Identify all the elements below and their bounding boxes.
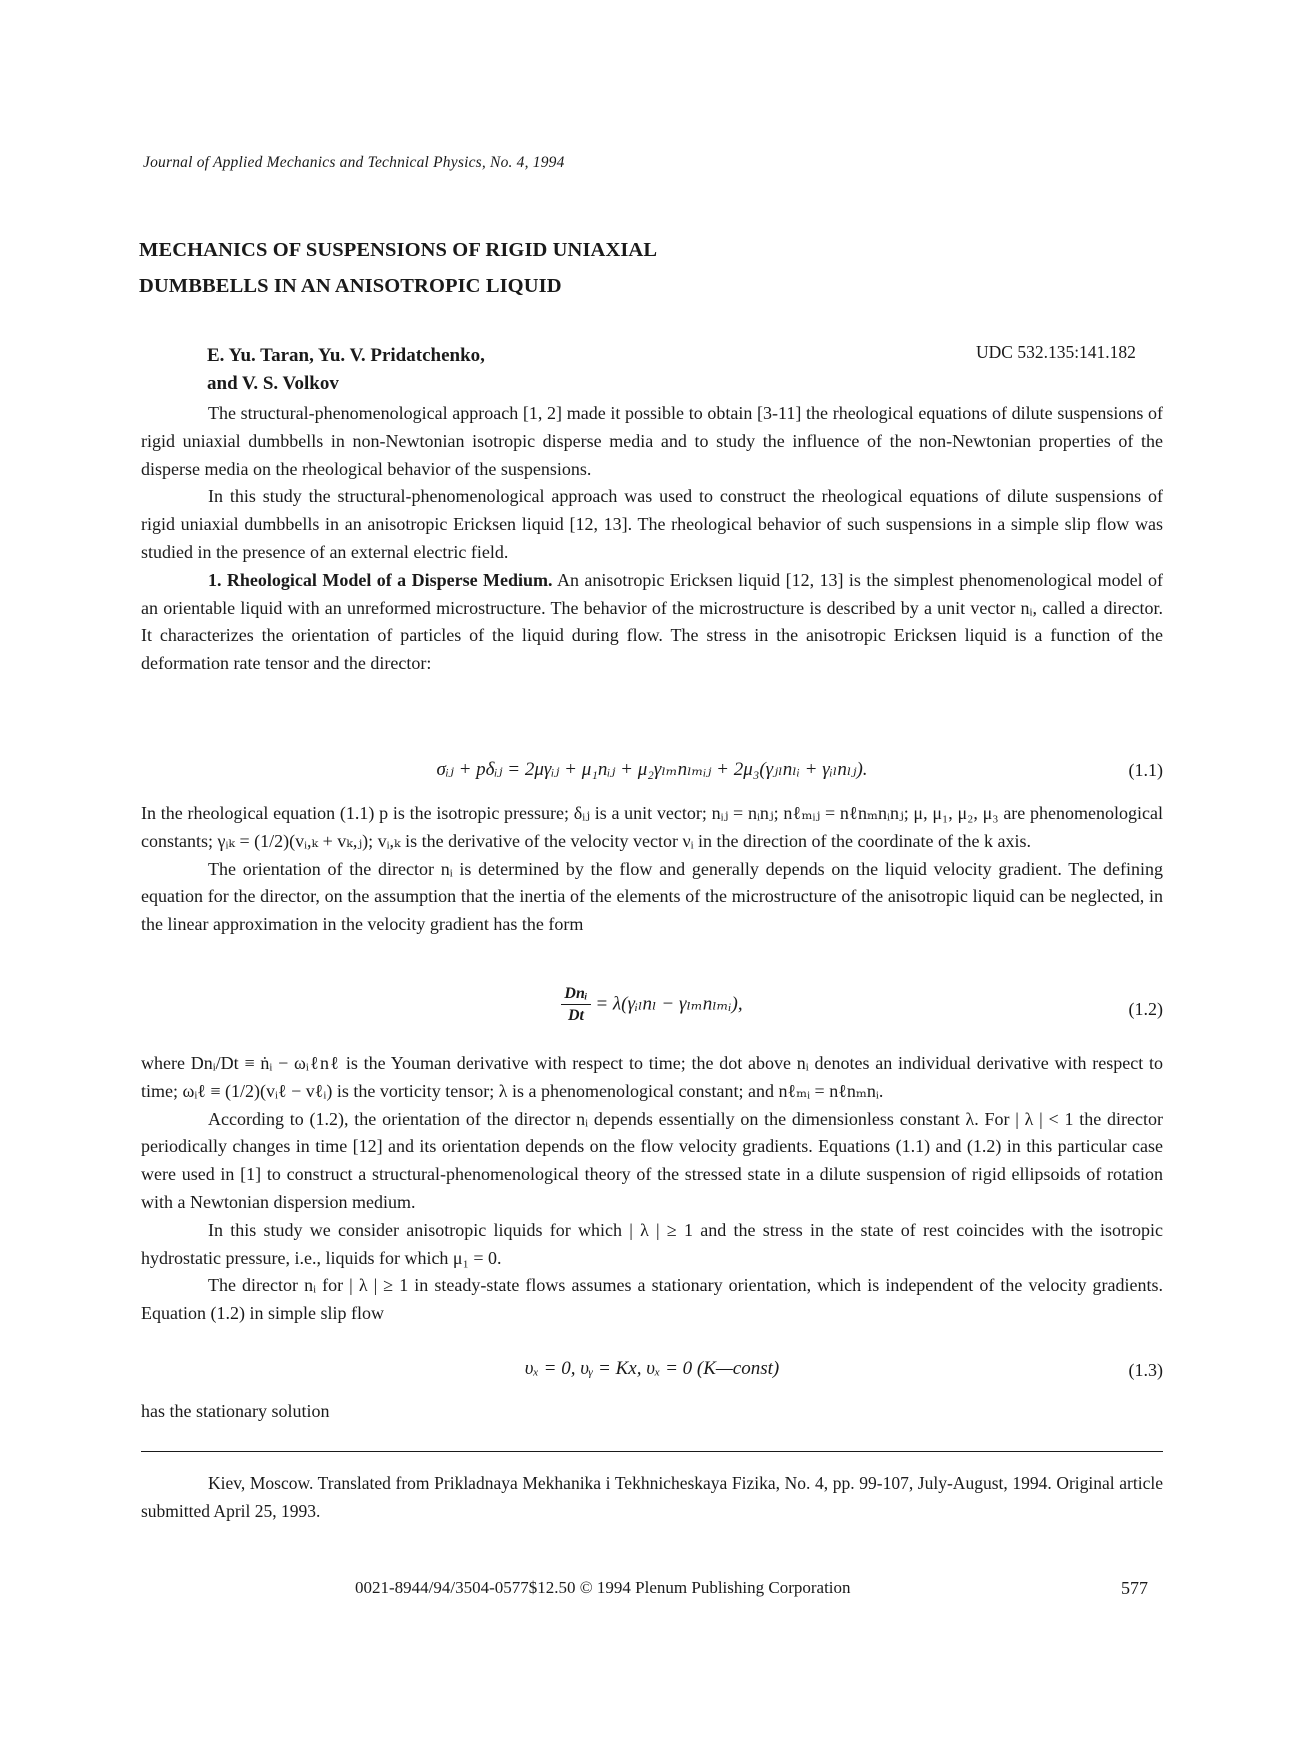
title-line-2: DUMBBELLS IN AN ANISOTROPIC LIQUID [139,275,562,297]
authors-line-1: E. Yu. Taran, Yu. V. Pridatchenko, [207,345,485,366]
paragraph-rest-state: In this study we consider anisotropic liquids for which | λ | ≥ 1 and the stress in the state of rest coincides with the isotropic hydrostatic pressure, i.e., liquids for which μ₁ = 0. [141,1219,1163,1268]
equation-1-2 [141,985,1163,1041]
section-1-body: An anisotropic Ericksen liquid [12, 13] is the simplest phenomenological model of an orientable liquid with an unreformed microstructure. The behavior of the microstructure is described by a unit vector nᵢ, called a director. It characterizes the orientation of particles of the liquid during flow. The stress in the anisotropic Ericksen liquid is a function of the deformation rate tensor and the director: [141,569,1163,674]
equation-1-2-number: (1.2) [1128,999,1163,1019]
authors [207,342,485,398]
fraction-numerator: Dnᵢ [561,985,590,1005]
paragraph-youman: where Dnᵢ/Dt ≡ ṅᵢ − ωᵢℓnℓ is the Youman derivative with respect to time; the dot above nᵢ denotes an individual derivative with respect to time; ωᵢℓ ≡ (1/2)(vᵢℓ − vℓᵢ) is the vorticity tensor; λ is a phenomenological constant; and nℓₘᵢ = nℓnₘnᵢ. [141,1053,1163,1101]
paragraph-definitions: In the rheological equation (1.1) p is the isotropic pressure; δᵢⱼ is a unit vector; nᵢⱼ = nᵢnⱼ; nℓₘᵢⱼ = nℓnₘnᵢnⱼ; μ, μ₁, μ₂, μ₃ are phenomenological constants; γᵢₖ = (1/2)(vᵢ,ₖ + vₖ,ⱼ); vᵢ,ₖ is the derivative of the velocity vector νᵢ in the direction of the coordinate of the k axis. [141,803,1163,851]
paragraph-steady-state: The director nᵢ for | λ | ≥ 1 in steady-state flows assumes a stationary orientation, which is independent of the velocity gradients. Equation (1.2) in simple slip flow [141,1275,1163,1324]
equation-1-3-number: (1.3) [1128,1360,1163,1380]
equation-1-1 [141,752,1163,792]
udc-code: UDC 532.135:141.182 [976,342,1136,362]
equation-1-3-formula: υₓ = 0, υᵧ = Kx, υₓ = 0 (K—const) [524,1358,780,1379]
section-heading: 1. Rheological Model of a Disperse Medium. [208,569,553,590]
equation-1-2-formula [141,985,1163,1025]
equation-1-2-rhs: = λ(γᵢₗnₗ − γₗₘnₗₘᵢ), [595,993,743,1015]
equation-1-1-number: (1.1) [1128,760,1163,780]
article-title [139,232,657,304]
body-section-3 [141,1050,1163,1328]
footnote-divider [141,1451,1163,1452]
paragraph-study: In this study the structural-phenomenological approach was used to construct the rheological equations of dilute suspensions of rigid uniaxial dumbbells in an anisotropic Ericksen liquid [12, 13]. The rheological behavior of such suspensions in a simple slip flow was studied in the presence of an external electric field. [141,486,1163,562]
paragraph-section-1 [141,567,1163,678]
body-section-4 [141,1398,1163,1426]
authors-line-2: and V. S. Volkov [207,373,339,394]
paragraph-director: The orientation of the director nᵢ is determined by the flow and generally depends on the liquid velocity gradient. The defining equation for the director, on the assumption that the inertia of the elements of the microstructure of the anisotropic liquid can be neglected, in the linear approximation in the velocity gradient has the form [141,858,1163,935]
journal-header: Journal of Applied Mechanics and Technical Physics, No. 4, 1994 [143,154,565,171]
page-number: 577 [1121,1578,1148,1598]
paragraph-stationary: has the stationary solution [141,1401,330,1421]
body-section-2 [141,800,1163,939]
footnote [141,1470,1163,1525]
equation-1-1-formula: σᵢⱼ + pδᵢⱼ = 2μγᵢⱼ + μ₁nᵢⱼ + μ₂γₗₘnₗₘᵢⱼ + 2μ₃(γⱼₗnₗᵢ + γᵢₗnₗⱼ). [436,759,868,780]
intro-section [141,400,1163,678]
fraction-denominator: Dt [567,1007,584,1024]
paragraph-lambda: According to (1.2), the orientation of the director nᵢ depends essentially on the dimensionless constant λ. For | λ | < 1 the director periodically changes in time [12] and its orientation depends on the flow velocity gradients. Equations (1.1) and (1.2) in this particular case were used in [1] to construct a structural-phenomenological theory of the stressed state in a dilute suspension of rigid ellipsoids of rotation with a Newtonian dispersion medium. [141,1108,1163,1212]
fraction-dn-dt [561,985,590,1025]
footnote-text: Kiev, Moscow. Translated from Prikladnaya Mekhanika i Tekhnicheskaya Fizika, No. 4, pp. 99-107, July-August, 1994. Original article submitted April 25, 1993. [141,1473,1163,1521]
copyright-line: 0021-8944/94/3504-0577$12.50 © 1994 Plenum Publishing Corporation [355,1578,851,1597]
title-line-1: MECHANICS OF SUSPENSIONS OF RIGID UNIAXIAL [139,239,658,261]
equation-1-3 [141,1352,1163,1392]
paragraph-intro: The structural-phenomenological approach [1, 2] made it possible to obtain [3-11] the rheological equations of dilute suspensions of rigid uniaxial dumbbells in non-Newtonian isotropic disperse media and to study the influence of the non-Newtonian properties of the disperse media on the rheological behavior of the suspensions. [141,403,1163,479]
